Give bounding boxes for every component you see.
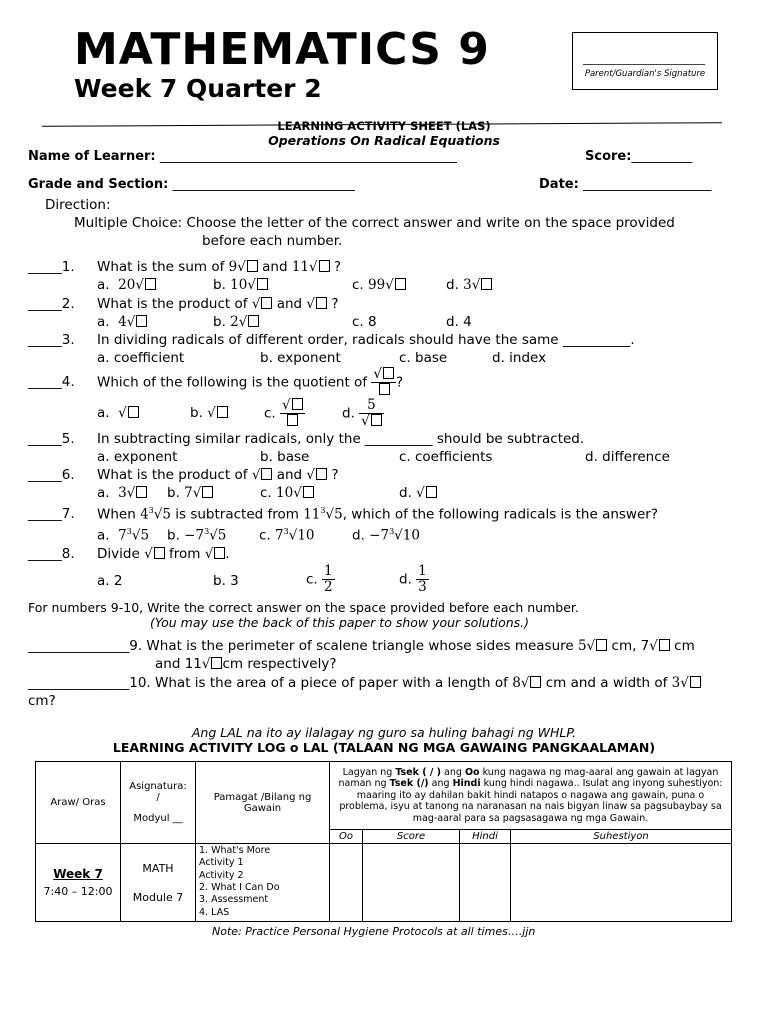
placeholder-box [136,486,147,498]
question-10 [28,675,701,691]
placeholder-box [596,639,607,651]
instr-text: Lagyan ng [342,767,396,779]
placeholder-box [395,278,406,290]
choice-letter: b. [190,405,203,421]
col-suggestion-header: Suhestiyon [511,830,732,844]
question-6-text [97,467,339,483]
placeholder-box [202,486,213,498]
placeholder-box [154,547,165,559]
radical-index: 3 [389,527,395,536]
question-10-end: cm? [28,693,56,709]
activity-item: 3. Assessment [199,894,269,906]
radical: √ [237,259,246,275]
activity-item: 4. LAS [199,906,230,918]
choice-value: 10 [230,277,248,293]
grade-section-field[interactable] [28,176,355,192]
signature-box[interactable] [572,32,718,90]
question-number: 5. [61,431,75,447]
radical: √ [306,296,316,312]
q8-end: . [225,546,230,562]
choice-letter: c. [259,527,271,544]
q5-choice-c[interactable]: c. coefficients [399,449,493,465]
q6-text: What is the product of [97,467,248,483]
radical: √ [192,485,202,501]
question-1 [28,259,75,275]
radical: √ [118,405,127,421]
q8-choice-c[interactable] [306,564,335,595]
row-time: 7:40 – 12:00 [43,885,113,898]
q3-choice-a[interactable]: a. coefficient [97,350,185,366]
radical: √ [520,675,530,691]
q9-text: 9. What is the perimeter of scalene triangle whose sides measure [129,638,574,654]
question-5-text: In subtracting similar radicals, only the __________ should be subtracted. [97,431,585,447]
instr-bold: Tsek ( / ) [395,767,442,779]
page-title: MATHEMATICS 9 [74,24,490,75]
placeholder-box [145,278,156,290]
answer-blank[interactable]: _____ [28,332,62,348]
col-score-header: Score [363,830,460,844]
q1-and: and [262,259,288,275]
answer-blank[interactable]: _____ [28,374,62,390]
q1-coef1: 9 [228,259,238,275]
question-2 [28,296,75,312]
choice-value: 3 [463,277,472,293]
direction-label: Direction: [45,197,111,213]
q7-choice-b[interactable] [167,527,226,544]
answer-blank[interactable]: _____ [28,546,62,562]
fraction: $\frac{5}{√}$ [359,398,384,429]
answer-blank[interactable]: _______________ [28,638,130,654]
placeholder-box [319,260,330,272]
q9-unit2: cm [674,638,695,654]
q6-choice-b[interactable] [167,485,213,501]
score-field[interactable] [585,148,692,164]
question-3-text: In dividing radicals of different order, radicals should have the same __________. [97,332,635,348]
radical: √ [394,527,403,544]
answer-blank[interactable]: _____ [28,259,62,275]
q10-text-b: cm and a width of [545,675,668,691]
name-field[interactable] [28,148,457,164]
radical: √ [135,277,144,293]
placeholder-box [426,486,437,498]
q4-choice-b[interactable] [190,405,228,421]
q9-unit: cm, 7 [611,638,650,654]
signature-line [583,64,705,65]
question-2-text [97,296,339,312]
q4-choice-c[interactable] [264,398,305,429]
activity-item: 2. What I Can Do [199,882,280,894]
choice-letter: c. [260,485,272,501]
placeholder-box [303,486,314,498]
q7-coef2: 11 [303,506,321,523]
choice-letter: a. [97,405,110,421]
q8-choice-d[interactable] [399,564,429,595]
q4-end: ? [395,374,404,391]
choice-letter: c. [306,571,318,588]
placeholder-box [316,468,327,480]
radical: √ [201,656,211,672]
row-module: Module 7 [132,890,184,904]
choice-value: 7 [184,485,193,501]
choice-value: 4 [118,314,127,330]
radical-index: 3 [204,527,210,536]
fraction [416,564,429,595]
activity-item: Activity 2 [199,869,244,881]
log-instructions [330,762,732,830]
q7-choice-c[interactable] [259,527,315,544]
question-8 [28,546,75,562]
radicand: 5 [140,527,150,544]
fraction [322,564,335,595]
fraction-numerator: 1 [324,563,333,579]
choice-letter: d. [342,405,355,422]
placeholder-box [136,315,147,327]
question-number: 2. [61,296,75,312]
q2-choice-b[interactable] [213,314,259,330]
fraction-denominator: 3 [418,578,427,595]
row-subject-name: MATH [142,861,174,875]
q3-choice-b[interactable]: b. exponent [260,350,341,366]
choice-value: 7 [275,527,284,544]
fraction: √ [280,398,305,429]
part2-instruction: For numbers 9-10, Write the correct answer on the space provided before each number. [28,600,579,615]
choice-letter: d. [446,277,459,293]
q6-end: ? [331,467,339,483]
score-line: _________ [631,148,693,164]
fraction-numerator: 5 [359,398,384,414]
q6-choice-d[interactable] [399,485,437,501]
fraction-denominator: 2 [324,578,333,595]
radical: √ [251,467,261,483]
choice-value: 10 [276,485,294,501]
question-4 [28,374,75,390]
q8-text: Divide [97,546,140,562]
grade-line: ___________________________ [172,176,355,192]
question-6 [28,467,75,483]
cell-suggestion[interactable] [511,844,732,922]
placeholder-box [128,406,139,418]
radicand: 5 [334,506,343,523]
radical: √ [204,546,214,562]
answer-blank[interactable]: _______________ [28,675,130,691]
radicand: 10 [297,527,315,544]
question-8-text [97,546,230,562]
q1-coef2: 11 [291,259,310,275]
q5-choice-d[interactable]: d. difference [585,449,670,465]
answer-blank[interactable]: _____ [28,431,62,447]
q1-text: What is the sum of [97,259,225,275]
q4-choice-d[interactable] [342,398,384,429]
activity-item: 1. What's More [199,845,271,856]
q6-choice-c[interactable] [260,485,314,501]
placeholder-box [214,547,225,559]
q7-text-c: , which of the following radicals is the answer? [342,506,658,523]
q7-text: When [97,506,136,523]
q8-from: from [168,546,201,562]
row-activities [196,844,330,922]
page-subtitle: Week 7 Quarter 2 [74,74,322,103]
placeholder-box [247,260,258,272]
q2-text: What is the product of [97,296,248,312]
radical: √ [293,485,302,501]
answer-blank[interactable]: _____ [28,296,62,312]
q1-end: ? [333,259,342,275]
q9-cont-a: and 11 [155,656,202,672]
q7-choice-d[interactable] [352,527,420,544]
radical: √ [416,485,425,501]
radicand: 5 [217,527,227,544]
footer-note: Note: Practice Personal Hygiene Protocols at all times….jjn [212,925,536,938]
choice-value: −7 [369,527,390,544]
choice-letter: c. [264,405,276,422]
radical: √ [207,405,216,421]
col-date-header: Araw/ Oras [36,762,121,844]
q2-and: and [276,296,303,312]
grade-label: Grade and Section: [28,177,169,192]
q10-text: 10. What is the area of a piece of paper with a length of [129,675,508,691]
q1-choice-a[interactable] [97,277,156,293]
q2-choice-a[interactable] [97,314,147,330]
q3-choice-d[interactable]: d. index [492,350,547,366]
q4-choice-a[interactable] [97,405,139,421]
row-week: Week 7 [53,867,103,881]
placeholder-box [217,406,228,418]
log-title: LEARNING ACTIVITY LOG o LAL (TALAAN NG MGA GAWAING PANGKAALAMAN) [112,740,656,755]
q1-choice-b[interactable] [213,277,268,293]
choice-letter: a. [97,527,110,544]
q6-and: and [276,467,303,483]
question-number: 8. [61,546,75,562]
question-number: 6. [61,467,75,483]
radical-index: 3 [148,506,154,515]
choice-letter: b. [167,527,180,544]
placeholder-box [690,676,701,688]
placeholder-box [530,676,541,688]
activity-item: Activity 1 [199,857,244,869]
instr-text: ang [428,778,453,790]
col-subject-header [121,762,196,844]
question-1-text [97,259,341,275]
q5-choice-b[interactable]: b. base [260,449,310,465]
q9-coef: 5 [578,638,587,654]
score-label: Score: [585,149,632,164]
placeholder-box [316,297,327,309]
q8-choice-b[interactable]: b. 3 [213,573,239,589]
placeholder-box [248,315,259,327]
radical: √ [247,277,256,293]
choice-letter: d. [399,485,412,501]
placeholder-box [659,639,670,651]
q10-coef2: 3 [671,675,681,691]
instr-text: kung nagawa ng mag-aaral ang gawain at lagyan naman ng [338,767,719,790]
learning-activity-log [35,761,732,922]
part2-note: (You may use the back of this paper to show your solutions.) [150,615,530,630]
choice-value: 3 [118,485,127,501]
q4-text: Which of the following is the quotient of [97,374,368,391]
cell-no[interactable] [460,844,511,922]
choice-letter: b. [213,314,226,330]
q5-choice-a[interactable]: a. exponent [97,449,178,465]
radical: √ [309,259,318,275]
question-number: 1. [61,259,75,275]
cell-yes[interactable] [330,844,363,922]
choice-value: 7 [118,527,127,544]
instr-bold: Oo [464,767,480,779]
radical: √ [144,546,153,562]
fraction-numerator: 1 [418,563,427,579]
q2-end: ? [331,296,339,312]
radical: √ [153,506,163,523]
radical: √ [288,527,298,544]
date-line: ___________________ [583,176,712,192]
q3-choice-c[interactable]: c. base [399,350,448,366]
name-line: ____________________________________________ [159,148,457,164]
choice-letter: d. [399,571,412,588]
q6-choice-a[interactable] [97,485,147,501]
choice-letter: a. [97,314,110,330]
q7-text-b: is subtracted from [175,506,299,523]
radicand: 10 [402,527,420,544]
radical: √ [126,485,136,501]
radical-index: 3 [126,527,132,536]
radical: √ [385,277,394,293]
radical: √ [209,527,218,544]
question-number: 4. [61,374,75,390]
question-4-text [97,367,403,398]
choice-letter: a. [97,277,110,293]
radicand: 5 [162,506,171,523]
fraction: √ [371,367,396,398]
date-label: Date: [539,177,579,192]
col-no-header: Hindi [460,830,511,844]
choice-letter: d. [352,527,365,544]
choice-letter: b. [167,485,180,501]
answer-blank[interactable]: _____ [28,506,62,522]
q1-choice-c[interactable] [352,277,406,293]
choice-letter: c. [352,277,364,293]
signature-label: Parent/Guardian's Signature [584,69,706,79]
cell-score[interactable] [363,844,460,922]
q10-coef1: 8 [512,675,521,691]
radical: √ [238,314,248,330]
lal-note: Ang LAL na ito ay ilalagay ng guro sa huling bahagi ng WHLP. [191,725,577,740]
row-subject [121,844,196,922]
radical: √ [251,296,261,312]
question-number: 3. [61,332,75,348]
q7-coef1: 4 [140,506,149,523]
direction-line1: Multiple Choice: Choose the letter of the correct answer and write on the space provided [74,215,675,231]
choice-letter: b. [213,277,226,293]
question-7 [28,506,75,522]
radical: √ [126,314,136,330]
choice-value: 99 [368,277,386,293]
q2-choice-c[interactable]: c. 8 [352,314,377,330]
placeholder-box [257,278,268,290]
radical: √ [680,675,689,691]
radical: √ [325,506,335,523]
answer-blank[interactable]: _____ [28,467,62,483]
question-3 [28,332,75,348]
question-number: 7. [61,506,75,522]
q7-choice-a[interactable] [97,527,149,544]
instr-text: kung hindi nagawa.. Isulat ang inyong suhestiyon: maaring ito ay dahilan bakit hindi natapos o nagawa ang gawain, puna o problema, isyu at tanong na naranasan na nais bigyan linaw sa pagsubaybay sa mag-aaral para sa pagsasagawa ng mga Gawain. [339,778,723,824]
q1-choice-d[interactable] [446,277,492,293]
choice-letter: a. [97,485,110,501]
question-9-cont [155,656,336,672]
radical-index: 3 [320,506,326,515]
q2-choice-d[interactable]: d. 4 [446,314,472,330]
question-7-text [97,506,658,523]
col-subject-line2: / [156,792,160,803]
instr-bold: Hindi [452,778,481,790]
col-subject-line1: Asignatura: [129,781,187,792]
choice-value: 20 [118,277,136,293]
radical: √ [649,638,658,654]
col-subject-line3: Modyul __ [133,813,183,824]
placeholder-box [481,278,492,290]
name-label: Name of Learner: [28,149,156,164]
radical: √ [306,467,316,483]
row-date [36,844,121,922]
instr-text: ang [441,767,465,779]
date-field[interactable] [539,176,711,192]
col-title-header: Pamagat /Bilang ng Gawain [196,762,330,844]
radical: √ [586,638,596,654]
question-9 [28,638,695,654]
topic-title: Operations On Radical Equations [268,133,500,148]
question-5 [28,431,75,447]
choice-value: −7 [184,527,205,544]
sheet-label: LEARNING ACTIVITY SHEET (LAS) [277,119,491,133]
placeholder-box [261,297,272,309]
q8-choice-a[interactable]: a. 2 [97,573,123,589]
radical-index: 3 [283,527,289,536]
placeholder-box [211,657,222,669]
q9-cont-b: cm respectively? [222,656,337,672]
radical: √ [131,527,141,544]
col-yes-header: Oo [330,830,363,844]
placeholder-box [261,468,272,480]
radical: √ [471,277,481,293]
direction-line2: before each number. [202,233,343,249]
instr-bold: Tsek (/) [389,778,429,790]
choice-value: 2 [230,314,239,330]
